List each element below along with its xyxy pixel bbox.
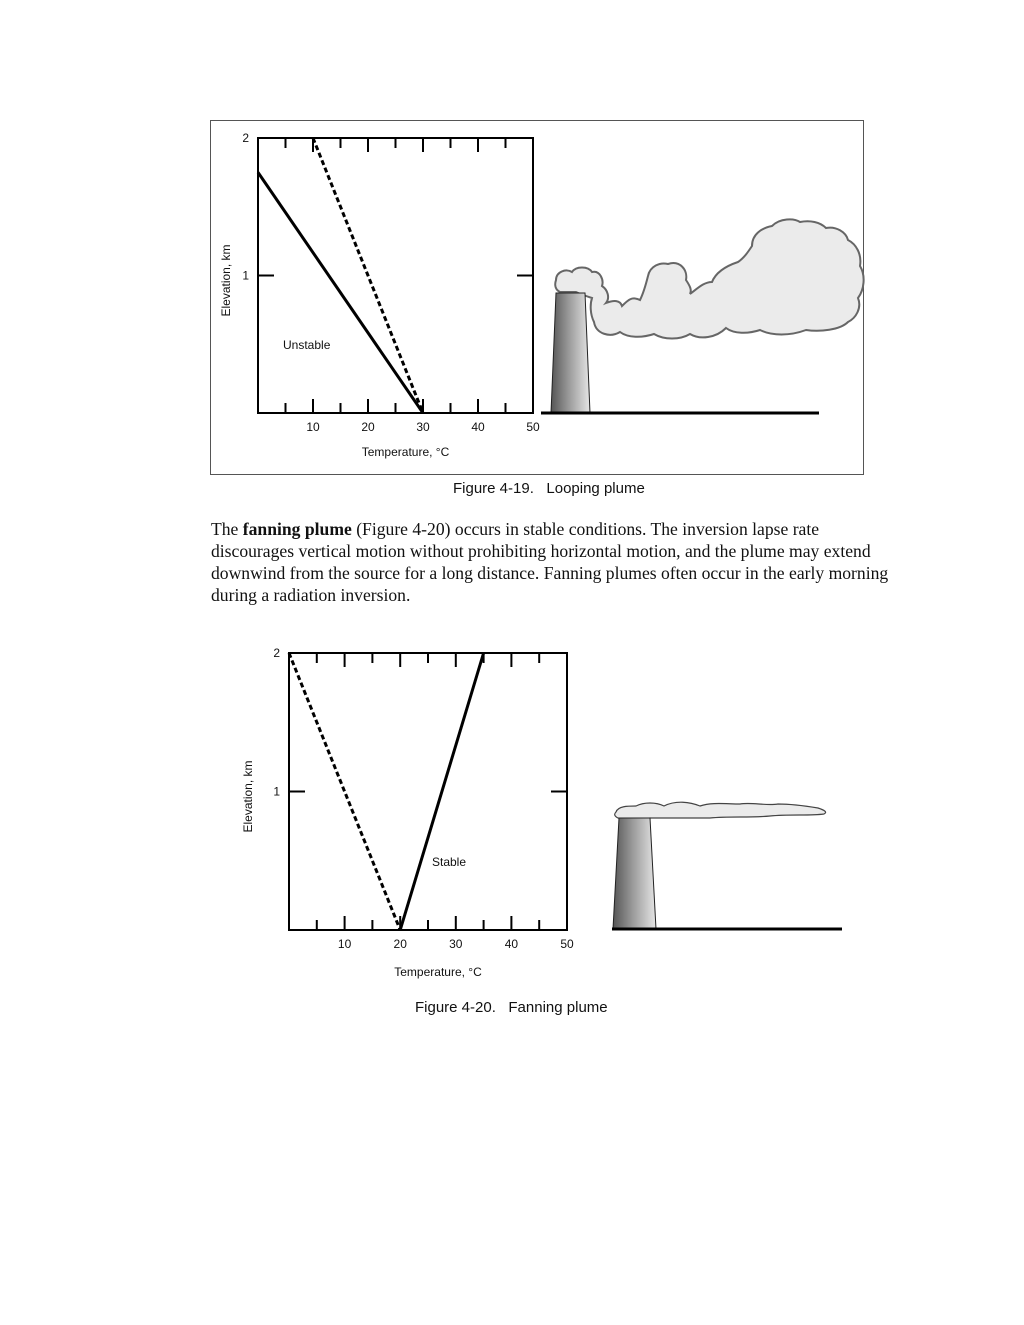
- chart-fanning: [241, 646, 574, 979]
- x-tick-label: 10: [306, 420, 320, 434]
- smokestack-2: [613, 818, 656, 929]
- x-tick-label: 50: [560, 937, 574, 951]
- x-tick-label: 50: [526, 420, 540, 434]
- paragraph-post: (Figure 4-20) occurs in stable conditions. The inversion lapse rate discourages vertical motion without prohibiting horizontal motion, and the plume may extend downwind from the source for a long distance. Fanning plumes often occur in the early morning during a radiation inversion.: [211, 519, 889, 605]
- stability-label: Unstable: [283, 338, 331, 352]
- y-tick-label: 2: [242, 131, 249, 145]
- looping-plume-cloud: [555, 219, 863, 338]
- fanning-plume-illustration: [612, 802, 842, 929]
- x-axis-label: Temperature, °C: [394, 965, 482, 979]
- y-axis-label: Elevation, km: [241, 760, 255, 833]
- y-tick-label: 1: [273, 784, 280, 799]
- body-paragraph: [211, 518, 891, 606]
- figure-4-19-title: Looping plume: [546, 480, 645, 497]
- x-tick-label: 20: [393, 937, 407, 951]
- y-tick-label: 2: [273, 646, 280, 660]
- looping-plume-illustration: [541, 219, 864, 413]
- x-tick-label: 40: [504, 937, 519, 951]
- chart-looping: [219, 131, 540, 459]
- paragraph-term-bold: fanning plume: [242, 519, 352, 539]
- figure-4-20-caption: [415, 999, 608, 1016]
- solid-lapse-line: [400, 653, 483, 930]
- dashed-lapse-line: [289, 653, 400, 930]
- paragraph-pre: The: [211, 519, 243, 539]
- figure-4-19-number: Figure 4-19.: [453, 480, 534, 497]
- x-tick-label: 40: [471, 420, 485, 434]
- y-axis-label: Elevation, km: [219, 244, 233, 317]
- figure-4-20-number: Figure 4-20.: [415, 999, 496, 1016]
- plot-area: [289, 653, 567, 930]
- figure-4-20-title: Fanning plume: [508, 999, 608, 1016]
- x-axis-label: Temperature, °C: [361, 445, 450, 459]
- x-tick-label: 30: [416, 420, 430, 434]
- x-tick-label: 20: [361, 420, 375, 434]
- figure-4-19-caption: [453, 480, 645, 497]
- x-tick-label: 30: [449, 937, 463, 951]
- x-tick-label: 10: [337, 937, 352, 951]
- smokestack-1: [551, 293, 590, 413]
- y-tick-label: 1: [242, 268, 249, 283]
- fanning-plume-cloud: [615, 802, 826, 819]
- stability-label: Stable: [432, 855, 467, 869]
